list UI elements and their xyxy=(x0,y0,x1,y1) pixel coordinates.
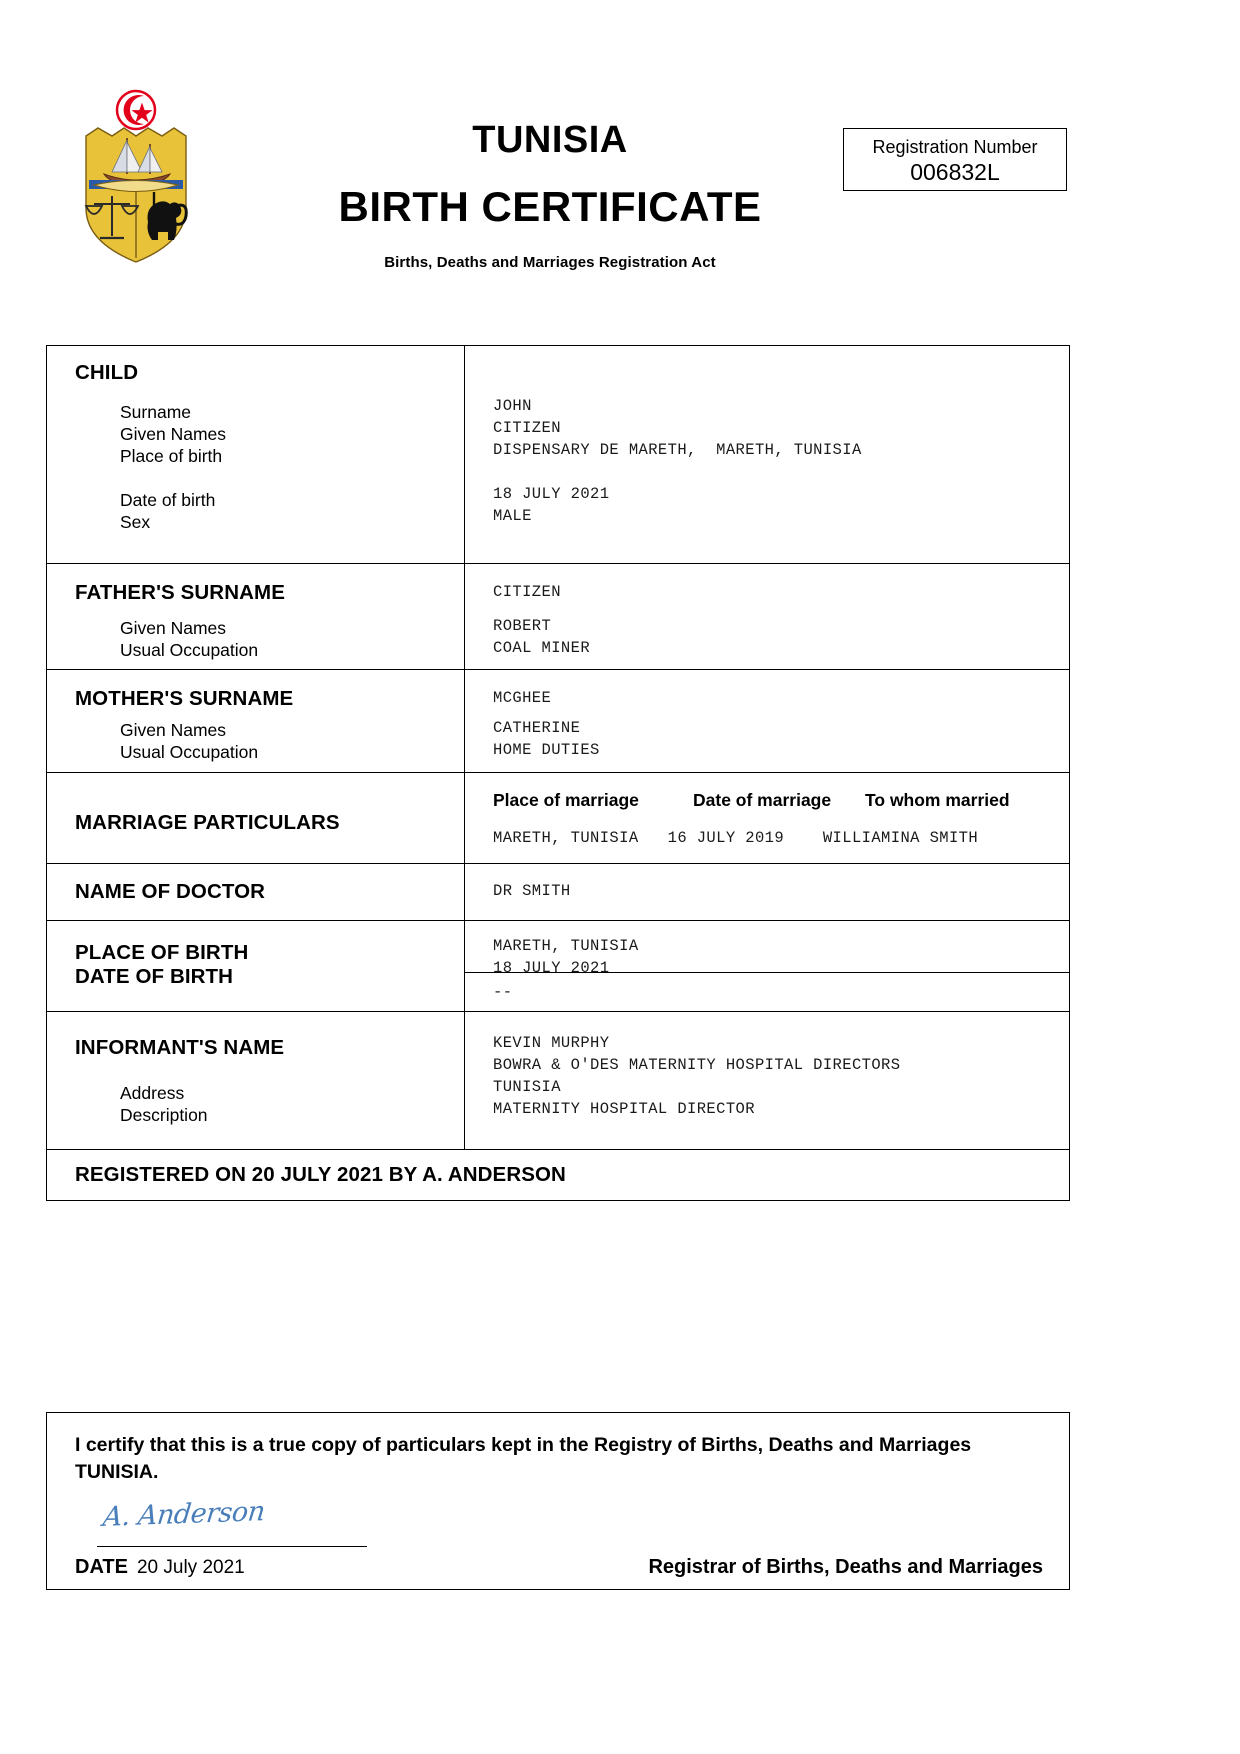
registration-number-value: 006832L xyxy=(910,158,1000,185)
informant-organisation-value: BOWRA & O'DES MATERNITY HOSPITAL DIRECTORS xyxy=(493,1056,901,1074)
informant-address-label: Address xyxy=(120,1083,185,1103)
mother-usual-occupation-value: HOME DUTIES xyxy=(493,741,600,759)
spacer xyxy=(493,461,1069,483)
marriage-section-row xyxy=(47,773,1069,864)
marriage-column-headers xyxy=(493,790,1069,811)
father-usual-occupation-label: Usual Occupation xyxy=(120,640,259,660)
child-surname-label: Surname xyxy=(120,402,192,422)
mother-usual-occupation-label: Usual Occupation xyxy=(120,742,259,762)
registrar-title: Registrar of Births, Deaths and Marriages xyxy=(648,1556,1043,1578)
date-of-birth-value: 18 JULY 2021 xyxy=(493,959,610,977)
informant-values-cell xyxy=(465,1012,1069,1149)
registrar-signature: A. Anderson xyxy=(101,1496,267,1533)
place-of-birth-value: MARETH, TUNISIA xyxy=(493,937,639,955)
father-given-names-value: ROBERT xyxy=(493,617,552,635)
child-sex-value: MALE xyxy=(493,507,532,525)
mother-surname-value: MCGHEE xyxy=(493,689,552,707)
place-date-primary-values xyxy=(465,921,1069,977)
registered-on-text: REGISTERED ON 20 JULY 2021 BY A. ANDERSON xyxy=(75,1163,566,1186)
child-section-title: CHILD xyxy=(75,361,139,384)
father-usual-occupation-value: COAL MINER xyxy=(493,639,591,657)
spacer xyxy=(120,467,464,489)
child-given-names-value: CITIZEN xyxy=(493,419,561,437)
certification-box xyxy=(46,1412,1070,1590)
mother-section-title: MOTHER'S SURNAME xyxy=(75,687,294,710)
place-date-extra-value: -- xyxy=(493,983,513,1001)
father-given-names-label: Given Names xyxy=(120,618,227,638)
title-block xyxy=(250,120,850,271)
registration-number-box xyxy=(843,128,1067,191)
registered-on-cell xyxy=(47,1150,1069,1200)
child-date-of-birth-value: 18 JULY 2021 xyxy=(493,485,610,503)
certification-statement-line1: I certify that this is a true copy of particulars kept in the Registry of Births, Deaths and Marriages xyxy=(75,1434,972,1456)
father-section-row xyxy=(47,564,1069,670)
child-section-row xyxy=(47,346,1069,564)
informant-labels-cell xyxy=(47,1012,465,1149)
marriage-date-header: Date of marriage xyxy=(693,790,832,810)
registered-on-row xyxy=(47,1150,1069,1200)
date-of-birth-title: DATE OF BIRTH xyxy=(75,965,234,988)
informant-name-value: KEVIN MURPHY xyxy=(493,1034,610,1052)
tunisia-coat-of-arms-icon xyxy=(72,88,200,266)
marriage-to-whom-header: To whom married xyxy=(865,790,1010,810)
informant-section-row xyxy=(47,1012,1069,1150)
child-values-cell xyxy=(465,346,1069,563)
child-surname-value: JOHN xyxy=(493,397,532,415)
marriage-place-header: Place of marriage xyxy=(493,790,639,810)
child-date-of-birth-label: Date of birth xyxy=(120,490,216,510)
informant-description-label: Description xyxy=(120,1105,208,1125)
doctor-section-row xyxy=(47,864,1069,921)
country-title: TUNISIA xyxy=(472,119,628,161)
father-labels-cell xyxy=(47,564,465,669)
signature-line xyxy=(97,1546,367,1547)
registration-act-subtitle: Births, Deaths and Marriages Registration Act xyxy=(384,253,716,271)
document-header xyxy=(0,0,1240,320)
child-given-names-label: Given Names xyxy=(120,424,227,444)
date-label: DATE xyxy=(75,1556,128,1578)
marriage-values-cell xyxy=(465,773,1069,863)
informant-description-value: MATERNITY HOSPITAL DIRECTOR xyxy=(493,1100,755,1118)
certification-statement-line2: TUNISIA. xyxy=(75,1461,159,1483)
doctor-section-title: NAME OF DOCTOR xyxy=(75,880,266,903)
place-date-labels-cell xyxy=(47,921,465,1011)
date-and-registrar-row xyxy=(75,1556,1043,1579)
mother-values-cell xyxy=(465,670,1069,772)
marriage-labels-cell xyxy=(47,773,465,863)
informant-address-value: TUNISIA xyxy=(493,1078,561,1096)
marriage-section-title: MARRIAGE PARTICULARS xyxy=(75,811,340,834)
mother-given-names-value: CATHERINE xyxy=(493,719,581,737)
doctor-label-cell xyxy=(47,864,465,920)
mother-given-names-label: Given Names xyxy=(120,720,227,740)
doctor-value-cell xyxy=(465,864,1069,920)
child-labels-cell xyxy=(47,346,465,563)
date-group xyxy=(75,1556,245,1579)
date-value: 20 July 2021 xyxy=(136,1557,245,1578)
place-date-of-birth-row xyxy=(47,921,1069,1012)
certificate-details-table xyxy=(46,345,1070,1201)
mother-labels-cell xyxy=(47,670,465,772)
registration-number-label: Registration Number xyxy=(872,137,1038,157)
certification-statement xyxy=(75,1432,1035,1486)
informant-section-title: INFORMANT'S NAME xyxy=(75,1036,285,1059)
father-section-title: FATHER'S SURNAME xyxy=(75,581,285,604)
father-surname-value: CITIZEN xyxy=(493,583,561,601)
mother-section-row xyxy=(47,670,1069,773)
doctor-name-value: DR SMITH xyxy=(493,882,571,900)
child-place-of-birth-label: Place of birth xyxy=(120,446,223,466)
marriage-values-line: MARETH, TUNISIA 16 JULY 2019 WILLIAMINA SMITH xyxy=(493,829,979,847)
child-sex-label: Sex xyxy=(120,512,151,532)
document-title: BIRTH CERTIFICATE xyxy=(338,182,762,230)
father-values-cell xyxy=(465,564,1069,669)
child-place-of-birth-value: DISPENSARY DE MARETH, MARETH, TUNISIA xyxy=(493,441,862,459)
place-of-birth-title: PLACE OF BIRTH xyxy=(75,941,249,964)
place-date-values-cell xyxy=(465,921,1069,1011)
